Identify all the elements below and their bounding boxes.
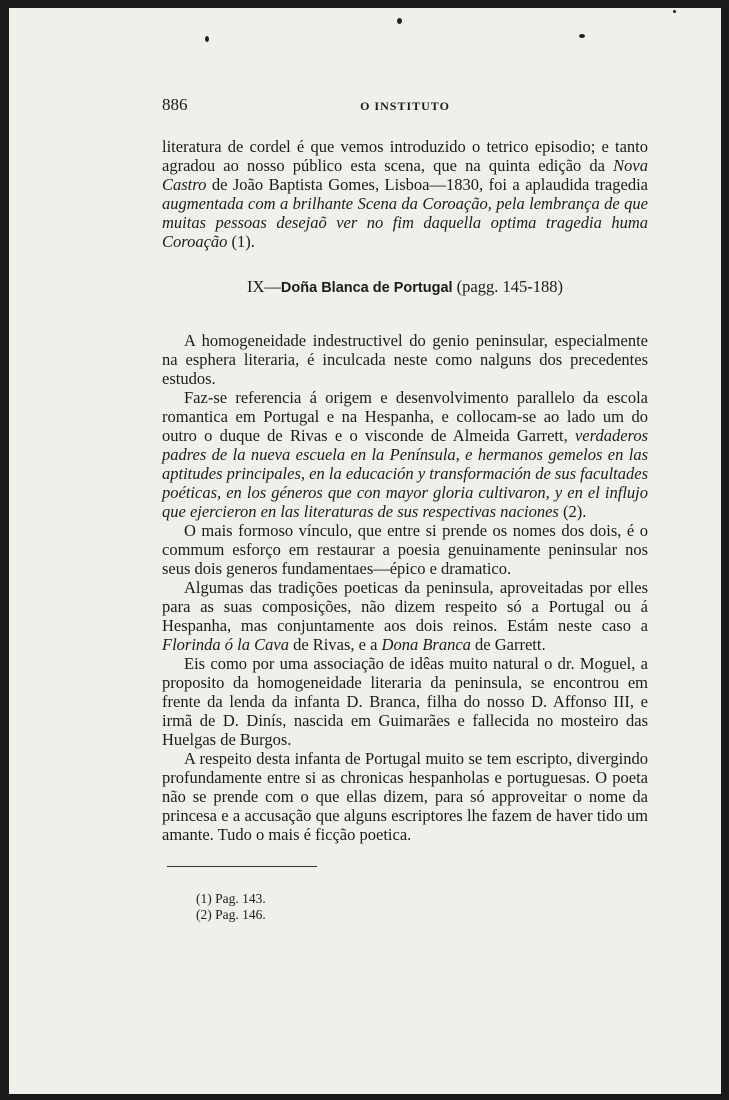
- paragraph-4-italic-title-1: Florinda ó la Cava: [162, 635, 289, 654]
- footnote-1: (1) Pag. 143.: [196, 891, 266, 906]
- opening-italic-quote: augmentada com a brilhante Scena da Coroação, pela lembrança de que muitas pessoas desejaõ ver no fim daquella optima tragedia huma Coroação: [162, 194, 648, 251]
- footnotes: [196, 891, 648, 923]
- ink-speck: [205, 36, 209, 42]
- section-title: Doña Blanca de Portugal: [280, 280, 453, 296]
- footnote-2: (2) Pag. 146.: [196, 907, 266, 922]
- paragraph-4-middle: de Rivas, e a: [288, 635, 382, 654]
- section-number: IX—: [247, 277, 281, 296]
- opening-italic-title: Nova Castro: [162, 156, 648, 194]
- opening-text-1: literatura de cordel é que vemos introduzido o tetrico episodio; e tanto agradou ao nosso público esta scena, que na quinta edição da: [162, 137, 648, 175]
- page-content: [162, 95, 648, 923]
- paragraph-2-text: Faz-se referencia á origem e desenvolvimento parallelo da escola romantica em Portugal e na Hespanha, e collocam-se ao lado um do outro o duque de Rivas e o visconde de Almeida Garrett,: [162, 388, 648, 445]
- page-number: 886: [162, 95, 188, 114]
- paragraph-4-text: Algumas das tradições poeticas da peninsula, aproveitadas por elles para as suas composições, não dizem respeito só a Portugal ou á Hespanha, mas conjuntamente aos dois reinos. Estám neste caso a: [162, 578, 648, 635]
- body-paragraph-5: Eis como por uma associação de idêas muito natural o dr. Moguel, a proposito da homogeneidade literaria da peninsula, se encontrou em frente da lenda da infanta D. Branca, filha do nosso D. Affonso III, e irmã de D. Dinís, nascida em Guimarães e fallecida no mosteiro das Huelgas de Burgos.: [162, 654, 648, 749]
- section-pages: (pagg. 145-188): [452, 277, 563, 296]
- paragraph-4-italic-title-2: Dona Branca: [381, 635, 471, 654]
- document-page: [9, 8, 721, 1094]
- page-header: [162, 95, 648, 121]
- ink-speck: [579, 34, 585, 38]
- section-heading: [162, 277, 648, 297]
- paragraph-2-end: (2).: [558, 502, 587, 521]
- body-paragraph-3: O mais formoso vínculo, que entre si prende os nomes dos dois, é o commum esforço em restaurar a poesia genuinamente peninsular nos seus dois generos fundamentaes—épico e dramatico.: [162, 521, 648, 578]
- opening-paragraph: [162, 137, 648, 251]
- body-paragraph-2: [162, 388, 648, 521]
- paragraph-4-end: de Garrett.: [470, 635, 546, 654]
- ink-speck: [397, 18, 402, 24]
- opening-text-2: de João Baptista Gomes, Lisboa—1830, foi a aplaudida tragedia: [206, 175, 648, 194]
- body-paragraph-6: A respeito desta infanta de Portugal muito se tem escripto, divergindo profundamente entre si as chronicas hespanholas e portuguesas. O poeta não se prende com o que ellas dizem, para só approveitar o nome da princesa e a accusação que alguns escriptores lhe fazem de haver tido um amante. Tudo o mais é ficção poetica.: [162, 749, 648, 844]
- footnote-divider: [167, 866, 317, 867]
- body-paragraph-4: [162, 578, 648, 654]
- running-head: O INSTITUTO: [360, 99, 450, 113]
- ink-speck: [673, 10, 676, 13]
- opening-text-3: (1).: [227, 232, 255, 251]
- paragraph-2-italic-quote: verdaderos padres de la nueva escuela en la Península, e hermanos gemelos en las aptitudes principales, en la educación y transformación de sus facultades poéticas, en los géneros que con mayor gloria cultivaron, y en el influjo que ejercieron en las literaturas de sus respectivas naciones: [162, 426, 648, 521]
- body-paragraph-1: A homogeneidade indestructivel do genio peninsular, especialmente na esphera literaria, é inculcada neste como nalguns dos precedentes estudos.: [162, 331, 648, 388]
